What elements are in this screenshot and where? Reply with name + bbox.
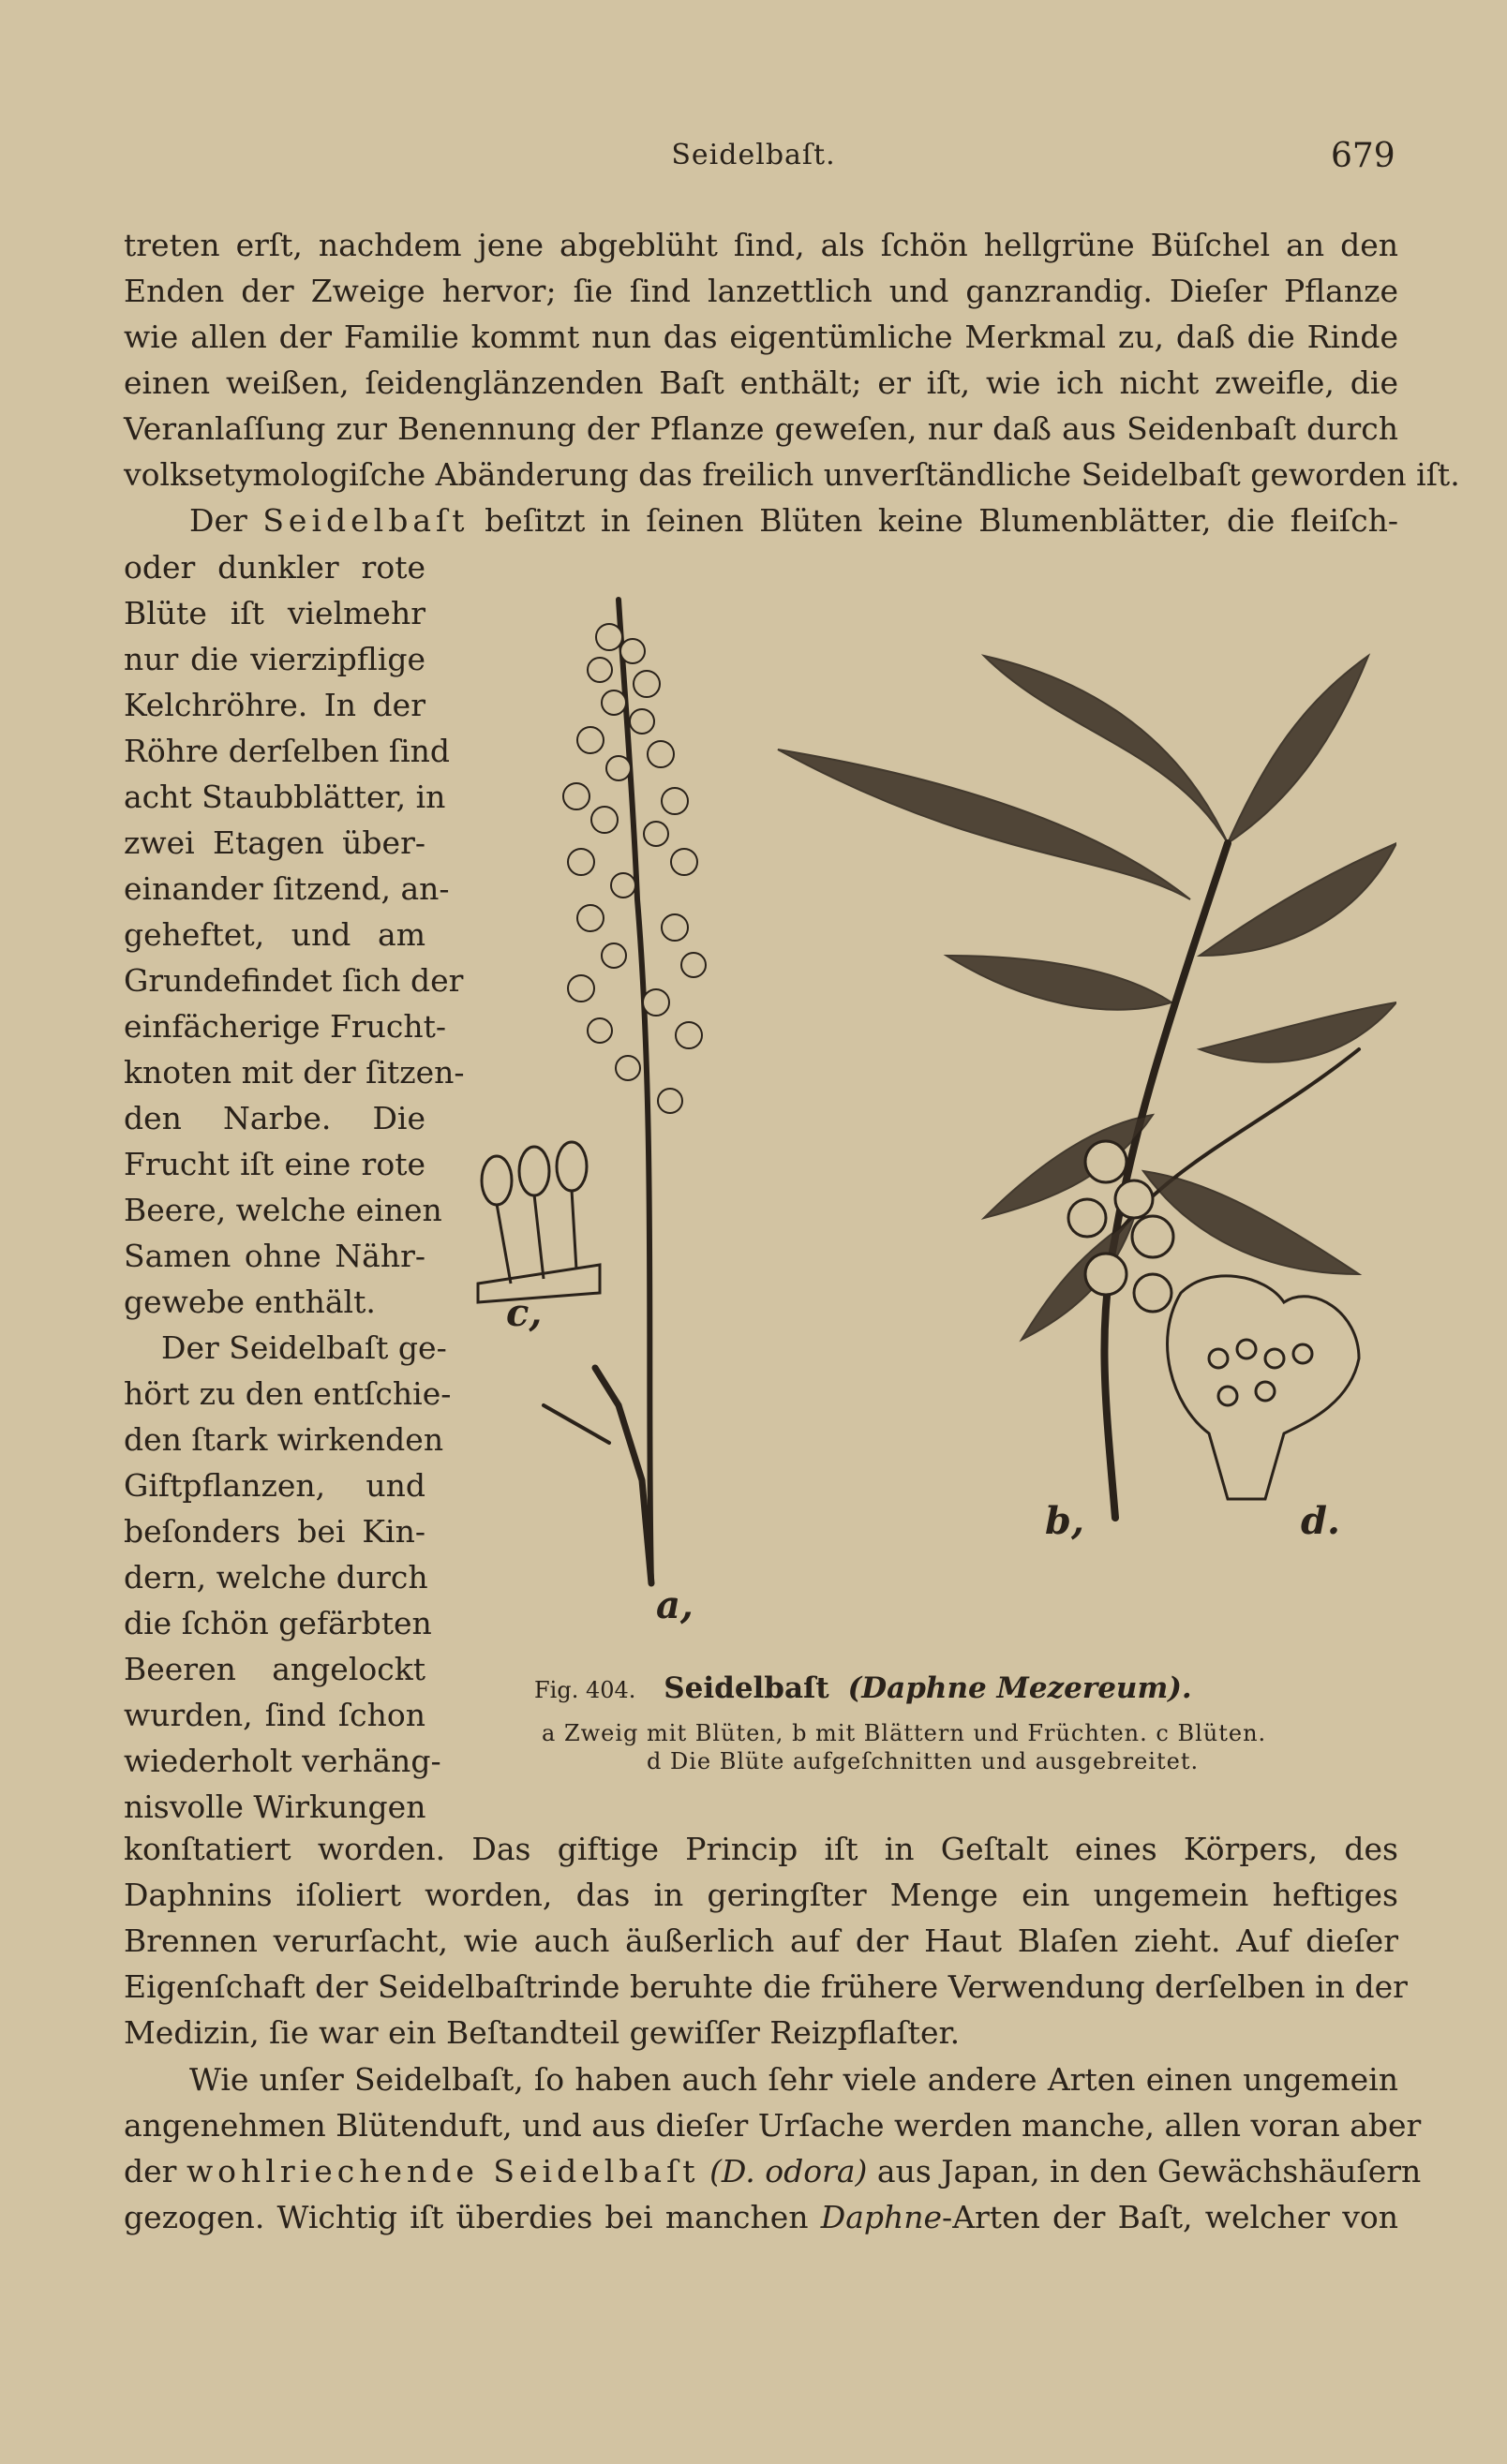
- text-line: Eigenſchaft der Seidelbaſtrinde beruhte die frühere Verwendung derſelben in der: [124, 1968, 1408, 2005]
- side-line: gewebe enthält.: [124, 1284, 376, 1320]
- side-line: zwei Etagen über-: [124, 824, 425, 861]
- text-line: angenehmen Blütenduft, und aus dieſer Urſache werden manche, allen voran aber: [124, 2107, 1422, 2144]
- side-line: nur die vierzipflige: [124, 641, 425, 677]
- text-line: konſtatiert worden. Das giftige Princip iſt in Geſtalt eines Körpers, des: [124, 1831, 1398, 1867]
- figure-caption: [534, 1671, 1192, 1705]
- side-line: Giftpflanzen, und: [124, 1467, 425, 1504]
- text-line: treten erſt, nachdem jene abgeblüht ſind, als ſchön hellgrüne Büſchel an den: [124, 227, 1398, 263]
- side-line: oder dunkler rote: [124, 549, 425, 586]
- side-line: Röhre derſelben ſind: [124, 733, 451, 769]
- side-line: einfächerige Frucht-: [124, 1008, 447, 1045]
- text-line: Medizin, ſie war ein Beſtandteil gewiſſer Reizpflaſter.: [124, 2014, 961, 2051]
- side-line: geheftet, und am: [124, 916, 425, 953]
- side-line: Grundefindet ſich der: [124, 962, 464, 999]
- text-fragment: beſitzt in ſeinen Blüten keine Blumenblätter, die fleiſch-: [485, 502, 1398, 539]
- spaced-emphasis: wohlriechende Seidelbaſt: [186, 2153, 700, 2189]
- text-word: Der: [189, 502, 247, 539]
- text-line: Veranlaſſung zur Benennung der Pflanze geweſen, nur daß aus Seidenbaſt durch: [124, 410, 1398, 447]
- side-line: Samen ohne Nähr-: [124, 1238, 425, 1274]
- side-line: Beere, welche einen: [124, 1192, 442, 1228]
- side-line: Beeren angelockt: [124, 1651, 425, 1687]
- spaced-emphasis: Seidelbaſt: [262, 502, 470, 539]
- side-line: Der Seidelbaſt ge-: [161, 1329, 447, 1366]
- italic-genus: Daphne: [820, 2199, 943, 2235]
- side-line: Kelchröhre. In der: [124, 687, 425, 723]
- side-line: Frucht iſt eine rote: [124, 1146, 425, 1182]
- figure-legend: d Die Blüte aufgeſchnitten und ausgebreitet.: [647, 1748, 1200, 1774]
- text-line: Enden der Zweige hervor; ſie ſind lanzettlich und ganzrandig. Dieſer Pflanze: [124, 273, 1398, 309]
- text-line: [124, 498, 1398, 543]
- figure-number: Fig. 404.: [534, 1677, 636, 1703]
- running-header-title: Seidelbaſt.: [671, 139, 836, 171]
- side-line: den Narbe. Die: [124, 1100, 425, 1136]
- text-line: wie allen der Familie kommt nun das eigentümliche Merkmal zu, daß die Rinde: [124, 319, 1398, 355]
- text-line: Wie unſer Seidelbaſt, ſo haben auch ſehr viele andere Arten einen ungemein: [189, 2061, 1398, 2098]
- side-line: beſonders bei Kin-: [124, 1513, 425, 1550]
- text-line: volksetymologiſche Abänderung das freilich unverſtändliche Seidelbaſt geworden iſt.: [124, 456, 1460, 493]
- side-line: wurden, ſind ſchon: [124, 1697, 425, 1733]
- text-line: [124, 2195, 1398, 2240]
- italic-species: (D. odora): [709, 2153, 868, 2189]
- side-line: nisvolle Wirkungen: [124, 1789, 426, 1825]
- figure-label-a: a,: [656, 1583, 694, 1627]
- side-line: die ſchön gefärbten: [124, 1605, 432, 1641]
- text-fragment: -Arten der Baſt, welcher von: [942, 2199, 1399, 2235]
- text-fragment: gezogen. Wichtig iſt überdies bei manchen: [124, 2199, 809, 2235]
- text-line: einen weißen, ſeidenglänzenden Baſt enthält; er iſt, wie ich nicht zweifle, die: [124, 364, 1398, 401]
- side-line: einander ſitzend, an-: [124, 870, 450, 907]
- figure-legend: a Zweig mit Blüten, b mit Blättern und Früchten. c Blüten.: [542, 1720, 1267, 1746]
- text-fragment: aus Japan, in den Gewächshäuſern: [876, 2153, 1422, 2189]
- side-line: hört zu den entſchie-: [124, 1375, 452, 1412]
- text-word: der: [124, 2153, 177, 2189]
- side-line: wiederholt verhäng-: [124, 1743, 441, 1779]
- figure-latin-name: (Daphne Mezereum).: [847, 1671, 1192, 1705]
- text-line: Brennen verurſacht, wie auch äußerlich auf der Haut Blaſen zieht. Auf dieſer: [124, 1922, 1398, 1959]
- side-line: den ſtark wirkenden: [124, 1421, 444, 1458]
- figure-label-b: b,: [1045, 1499, 1084, 1543]
- side-line: knoten mit der ſitzen-: [124, 1054, 465, 1091]
- side-line: dern, welche durch: [124, 1559, 428, 1596]
- page-number: 679: [1331, 137, 1395, 175]
- figure-label-c: c,: [506, 1291, 543, 1335]
- side-line: Blüte iſt vielmehr: [124, 595, 425, 631]
- text-line: Daphnins iſoliert worden, das in geringſter Menge ein ungemein heftiges: [124, 1877, 1398, 1913]
- text-line: [124, 2149, 1422, 2194]
- side-line: acht Staubblätter, in: [124, 779, 446, 815]
- figure-label-d: d.: [1301, 1499, 1340, 1543]
- figure-title: Seidelbaſt: [664, 1671, 829, 1705]
- daphne-illustration: [459, 562, 1396, 1640]
